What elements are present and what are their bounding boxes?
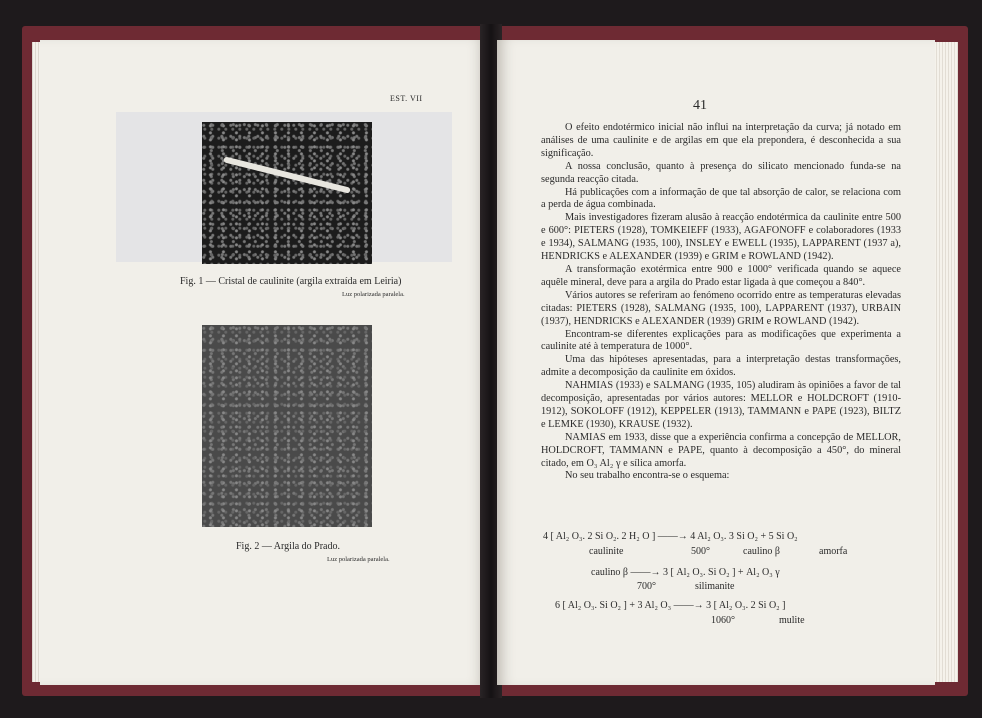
figure-2-caption: Fig. 2 — Argila do Prado. (236, 541, 340, 552)
paragraph: No seu trabalho encontra-se o esquema: (565, 470, 730, 482)
paragraph: Uma das hipóteses apresentadas, para a interpretação destas transformações, admite a decomposição da caulinite em óxidos. (541, 354, 901, 379)
body-text (541, 122, 901, 483)
plate-label: EST. VII (390, 94, 423, 103)
paragraph: Vários autores se referiram ao fenómeno ocorrido entre as temperaturas elevadas citadas: PIETERS (1928), SALMANG (1935, 100), LAPPARENT (1937), URBAIN (1937), HENDRICKS e ALEXANDER (1939) GRIM e ROWLAND (1942). (541, 289, 901, 327)
figure-2-photo (202, 325, 372, 527)
equation-1-label: 500° (691, 546, 710, 557)
paragraph: A nossa conclusão, quanto à presença do silicato mencionado funda-se na segunda reacção citada. (541, 160, 901, 185)
paragraph: A transformação exotérmica entre 900 e 1000° verificada quando se aquece aquêle mineral, deve para a argila do Prado estar ligada à que começou a 840°. (541, 263, 901, 288)
paragraph: Há publicações com a informação de que tal absorção de calor, se relaciona com a perda de água combinada. (541, 186, 901, 211)
figure-1-photo (202, 122, 372, 264)
equation-3-label: mulite (779, 615, 805, 626)
equation-1-label: amorfa (819, 546, 848, 557)
paragraph: O efeito endotérmico inicial não influi na interpretação da curva; já notado em análises de uma caulinite e de argilas em que ela prepondera, é desconhecida a sua significação. (541, 122, 901, 159)
paragraph: NAMIAS em 1933, disse que a experiência confirma a concepção de MELLOR, HOLDCROFT, TAMMANN e PAPE, quanto à decomposição a 450°, do mineral citado, em O₃ Al₂ γ e sílica amorfa. (541, 431, 901, 469)
equation-2: caulino β ——→ 3 [ Al₂ O₃. Si O₂ ] + Al₂ O₃ γ (591, 567, 780, 578)
equation-2-label: silimanite (695, 581, 735, 592)
equation-3-label: 1060° (711, 615, 735, 626)
figure-2-note: Luz polarizada paralela. (327, 556, 390, 563)
page-number: 41 (693, 98, 707, 113)
crystal-shape (223, 156, 351, 193)
paragraph: Mais investigadores fizeram alusão à reacção endotérmica da caulinite entre 500 e 600°: PIETERS (1928), TOMKEIEFF (1933), AGAFONOFF e colaboradores (1933 e 1934), SALMANG (1935, 100), INSLEY e EWELL (1935), LAPPARENT (1937 a), HENDRICKS e ALEXANDER (1939) e GRIM e ROWLAND (1942). (541, 212, 901, 263)
paragraph: NAHMIAS (1933) e SALMANG (1935, 105) aludiram às opiniões a favor de tal decomposição, apresentadas por vários autores: MELLOR e HOLDCROFT (1910-1912), SOKOLOFF (1912), KEPPELER (1913), TAMMANN e PAPE (1923), BILTZ e LEMKE (1930), KRAUSE (1932). (541, 380, 901, 430)
left-page (40, 40, 486, 685)
equation-1-label: caulino β (743, 546, 781, 557)
equation-1: 4 [ Al₂ O₃. 2 Si O₂. 2 H₂ O ] ——→ 4 Al₂ O₃. 3 Si O₂ + 5 Si O₂ (543, 531, 798, 542)
equation-1-label: caulinite (589, 546, 624, 557)
equation-2-label: 700° (637, 581, 656, 592)
paragraph: Encontram-se diferentes explicações para as modificações que experimenta a caulinite até à temperatura de 1000°. (541, 328, 901, 353)
figure-1-caption: Fig. 1 — Cristal de caulinite (argila extraída em Leiria) (180, 276, 402, 287)
right-page (497, 40, 935, 685)
figure-1-note: Luz polarizada paralela. (342, 291, 405, 298)
equation-3: 6 [ Al₂ O₃. Si O₂ ] + 3 Al₂ O₃ ——→ 3 [ Al₂ O₃. 2 Si O₂ ] (555, 600, 786, 611)
